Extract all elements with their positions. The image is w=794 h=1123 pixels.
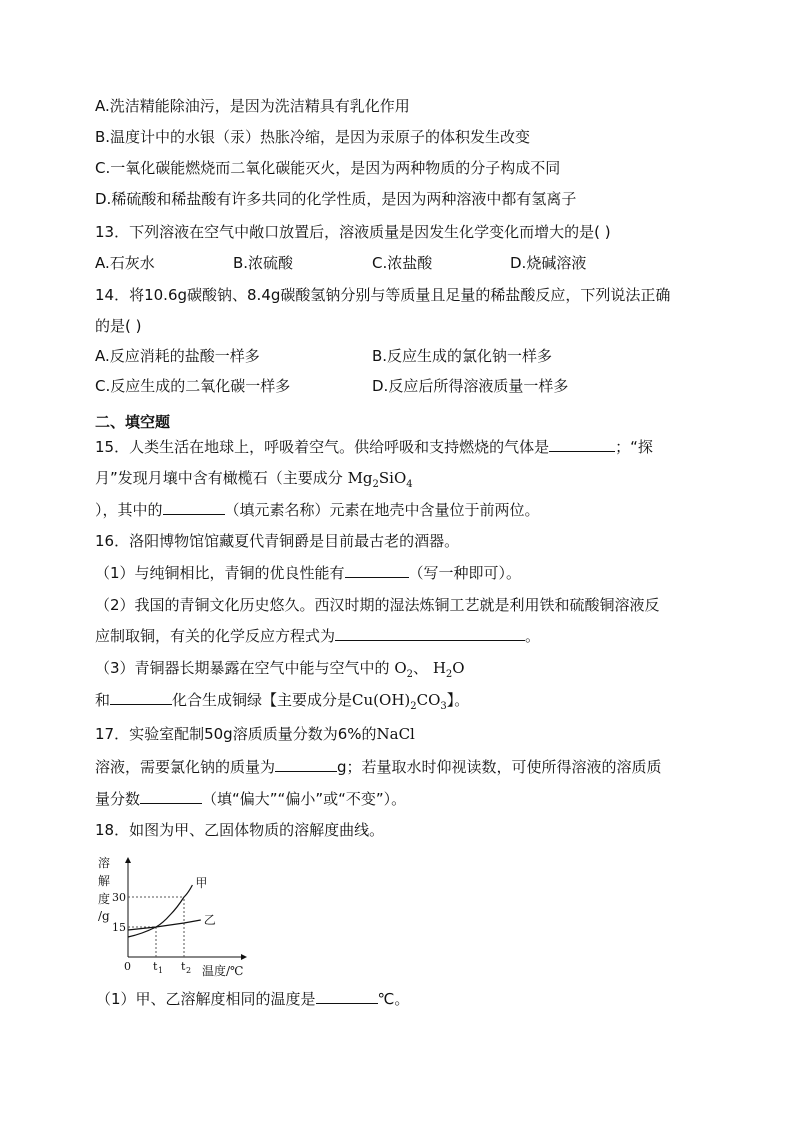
section-2-title: 二、填空题 — [95, 413, 171, 431]
q16-stem: 16．洛阳博物馆馆藏夏代青铜爵是目前最古老的酒器。 — [95, 532, 460, 550]
x-tick-t1: t — [153, 960, 158, 973]
q14-stem-line2: 的是( ) — [95, 317, 142, 335]
q14-option-b: B.反应生成的氯化钠一样多 — [372, 347, 553, 365]
q17-text-e: （填“偏大”“偏小”或“不变”）。 — [202, 790, 407, 808]
q14-option-c: C.反应生成的二氧化碳一样多 — [95, 377, 291, 395]
y-label-char-1: 溶 — [98, 856, 111, 870]
q15-text-e: （填元素名称）元素在地壳中含量位于前两位。 — [224, 501, 540, 519]
q16-blank-1[interactable] — [345, 563, 409, 578]
q12-option-c: C.一氧化碳能燃烧而二氧化碳能灭火，是因为两种物质的分子构成不同 — [95, 159, 561, 177]
q17-text-c: g；若量取水时仰视读数，可使所得溶液的溶质质 — [337, 758, 662, 776]
x-tick-t2-sub: 2 — [186, 966, 192, 975]
malachite-formula: $Cu(OH)_2CO_3$ — [352, 691, 447, 712]
q15-text-c: 月”发现月壤中含有橄榄石（主要成分 — [95, 469, 343, 487]
y-tick-30: 30 — [112, 891, 126, 904]
q17-text-d: 量分数 — [95, 790, 141, 808]
y-label-char-2: 解 — [98, 874, 111, 888]
q17-line3 — [95, 789, 406, 809]
q16-part1 — [95, 563, 521, 583]
q16-part3-line1 — [95, 658, 465, 685]
q18-p1-text-a: （1）甲、乙溶解度相同的温度是 — [96, 990, 316, 1008]
q16-blank-2[interactable] — [335, 626, 525, 641]
q13-option-a: A.石灰水 — [95, 254, 155, 272]
q14-option-d: D.反应后所得溶液质量一样多 — [372, 377, 569, 395]
q16-p2-text-a: 应制取铜，有关的化学反应方程式为 — [95, 627, 336, 645]
origin-label: 0 — [124, 960, 131, 973]
q16-blank-3[interactable] — [110, 690, 172, 705]
q18-part1 — [96, 989, 409, 1009]
q16-part2-line1: （2）我国的青铜文化历史悠久。西汉时期的湿法炼铜工艺就是利用铁和硫酸铜溶液反 — [95, 596, 660, 614]
q12-option-b: B.温度计中的水银（汞）热胀冷缩，是因为汞原子的体积发生改变 — [95, 128, 531, 146]
q16-p2-text-b: 。 — [525, 627, 541, 645]
q15-line2 — [95, 468, 413, 495]
q18-blank-1[interactable] — [316, 989, 378, 1004]
q12-option-d: D.稀硫酸和稀盐酸有许多共同的化学性质，是因为两种溶液中都有氢离子 — [95, 190, 577, 208]
q16-p3-text-a: （3）青铜器长期暴露在空气中能与空气中的 — [95, 659, 390, 677]
x-tick-t2: t — [181, 960, 186, 973]
y-label-char-4: /g — [98, 909, 110, 923]
q13-option-b: B.浓硫酸 — [233, 254, 294, 272]
h2o-formula: $H_2O$ — [432, 659, 465, 680]
q17-blank-1[interactable] — [275, 757, 337, 772]
q13-option-d: D.烧碱溶液 — [510, 254, 587, 272]
o2-formula: $O_2$ — [394, 659, 414, 680]
formula-separator: 、 — [413, 659, 429, 677]
q17-line1 — [95, 724, 415, 744]
q17-line2 — [95, 757, 662, 777]
q17-blank-2[interactable] — [140, 789, 202, 804]
q16-p1-text-a: （1）与纯铜相比，青铜的优良性能有 — [95, 564, 345, 582]
q15-line3 — [95, 500, 540, 520]
q15-line1 — [95, 437, 653, 457]
q14-stem-line1: 14．将10.6g碳酸钠、8.4g碳酸氢钠分别与等质量且足量的稀盐酸反应，下列说法正确 — [95, 286, 671, 304]
q15-blank-2[interactable] — [163, 500, 225, 515]
q12-option-a: A.洗洁精能除油污，是因为洗洁精具有乳化作用 — [95, 97, 410, 115]
q16-p3-text-d: 】。 — [446, 691, 470, 709]
q16-part2-line2 — [95, 626, 540, 646]
q17-text-a: 17．实验室配制50g溶质质量分数为6%的 — [95, 725, 377, 743]
q16-p3-text-c: 化合生成铜绿【主要成分是 — [172, 691, 353, 709]
q18-p1-text-b: ℃。 — [377, 990, 410, 1008]
series-label-2: 乙 — [203, 913, 216, 927]
q15-blank-1[interactable] — [549, 437, 615, 452]
x-axis-label: 温度/℃ — [202, 964, 244, 977]
nacl-formula: NaCl — [376, 725, 415, 743]
x-tick-t1-sub: 1 — [158, 966, 164, 975]
y-tick-15: 15 — [112, 921, 126, 934]
olivine-formula: $Mg_2SiO_4$ — [347, 469, 413, 490]
q15-text-b: ；“探 — [615, 438, 653, 456]
y-axis-label — [98, 855, 110, 923]
q13-option-c: C.浓盐酸 — [372, 254, 433, 272]
q16-part3-line2 — [95, 690, 469, 717]
q17-text-b: 溶液，需要氯化钠的质量为 — [95, 758, 276, 776]
q15-text-a: 15．人类生活在地球上，呼吸着空气。供给呼吸和支持燃烧的气体是 — [95, 438, 550, 456]
q15-text-d: ），其中的 — [95, 501, 163, 519]
y-label-char-3: 度 — [98, 892, 111, 906]
q16-p3-text-b: 和 — [95, 691, 111, 709]
q16-p1-text-b: （写一种即可）。 — [408, 564, 522, 582]
series-label-1: 甲 — [195, 876, 208, 890]
q14-option-a: A.反应消耗的盐酸一样多 — [95, 347, 260, 365]
solubility-chart — [94, 853, 264, 977]
q18-stem: 18．如图为甲、乙固体物质的溶解度曲线。 — [95, 821, 385, 839]
q13-stem: 13．下列溶液在空气中敞口放置后，溶液质量是因发生化学变化而增大的是( ) — [95, 223, 611, 241]
